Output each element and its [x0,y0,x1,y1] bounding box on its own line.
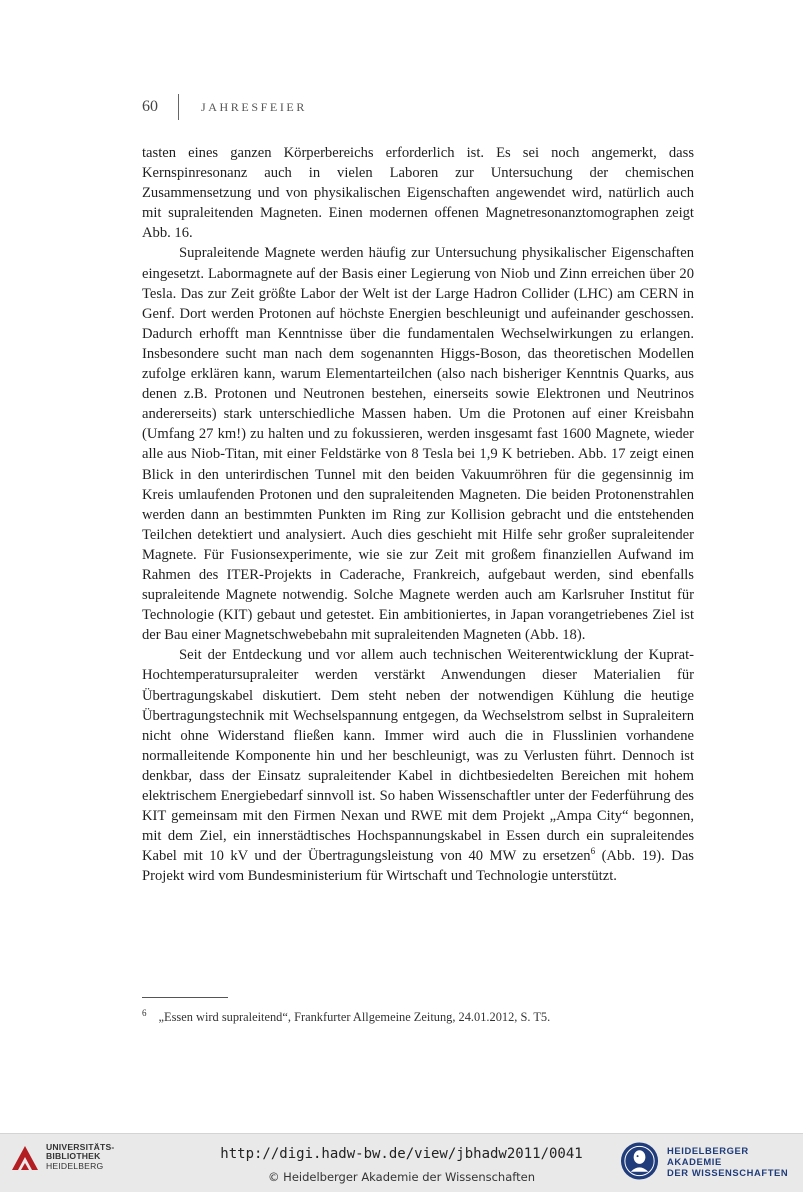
document-url-link[interactable]: http://digi.hadw-bw.de/view/jbhadw2011/0041 [220,1146,583,1162]
academy-name: HEIDELBERGER AKADEMIE DER WISSENSCHAFTEN [667,1144,789,1178]
academy-seal-icon [620,1141,659,1181]
copyright-notice: © Heidelberger Akademie der Wissenschaften [268,1170,535,1184]
paragraph-3-text: Seit der Entdeckung und vor allem auch technischen Weiterentwicklung der Kuprat-Hochtemperatursupraleiter werden verstärkt Anwendungen dieser Materialien für Übertragungskabel diskutiert. Dem steht neben der notwendigen Kühlung die heutige Übertragungstechnik mit Wechselspannung entgegen, da Wechselstrom selbst in Supraleitern nicht ohne Widerstand fließen kann. Immer wird auch die in Flusslinien vorhandene normalleitende Komponente hin und her beschleunigt, was zu Verlusten führt. Dennoch ist denkbar, dass der Einsatz supraleitender Kabel in dichtbesiedelten Bereichen mit hohem elektrischem Energiebedarf sinnvoll ist. So haben Wissenschaftler unter der Federführung des KIT gemeinsam mit den Firmen Nexan und RWE mit dem Projekt „Ampa City“ begonnen, mit dem Ziel, ein innerstädtisches Hochspannungskabel in Essen durch ein supraleitendes Kabel mit 10 kV und der Übertragungsleistung von 40 MW zu ersetzen [142,647,694,865]
university-library-name: UNIVERSITÄTS- BIBLIOTHEK HEIDELBERG [46,1141,115,1171]
paragraph-2: Supraleitende Magnete werden häufig zur Untersuchung physikalischer Eigenschaften eingesetzt. Labormagnete auf der Basis einer Legierung von Niob und Zinn erreichen über 20 Tesla. Das zur Zeit größte Labor der Welt ist der Large Hadron Collider (LHC) am CERN in Genf. Dort werden Protonen auf höchste Energien beschleunigt und aufeinander geschossen. Dadurch erhofft man Kenntnisse über die fundamentalen Wechselwirkungen zu erlangen. Insbesondere sucht man nach dem sogenannten Higgs-Boson, das theoretischen Modellen zufolge erklären kann, warum Elementarteilchen (also nach bisheriger Kenntnis Quarks, aus denen z.B. Protonen und Neutronen bestehen, einerseits sowie Elektronen und Neutrinos andererseits) stark unterschiedliche Massen haben. Um die Protonen auf einer Kreisbahn (Umfang 27 km!) zu halten und zu fokussieren, werden insgesamt fast 1600 Magnete, wieder alle aus Niob-Titan, mit einer Feldstärke von 8 Tesla bei 1,9 K betrieben. Abb. 17 zeigt einen Blick in den unterirdischen Tunnel mit den beiden Vakuumröhren für die gegensinnig im Kreis umlaufenden Protonen und den supraleitenden Magneten. Die beiden Protonenstrahlen werden dann an bestimmten Punkten im Ring zur Kollision gebracht und die entstehenden Teilchen detektiert und analysiert. Auch dies geschieht mit Hilfe sehr großer supraleitender Magnete. Für Fusionsexperimente, wie sie zur Zeit mit großem finanziellen Aufwand im Rahmen des ITER-Projekts in Caderache, Frankreich, aufgebaut werden, sind ebenfalls supraleitende Magnete notwendig. Solche Magnete werden auch am Karlsruher Institut für Technologie (KIT) gebaut und getestet. Ein ambitioniertes, in Japan vorangetriebenes Ziel ist der Bau einer Magnetschwebebahn mit supraleitenden Magneten (Abb. 18). [142,245,694,644]
page-number: 60 [142,98,158,115]
paragraph-3-text-end: (Abb. 19). Das Projekt wird vom Bundesministerium für Wirtschaft und Technologie unterstützt. [142,848,694,885]
body-text [142,143,694,886]
paragraph-1: tasten eines ganzen Körperbereichs erforderlich ist. Es sei noch angemerkt, dass Kernspinresonanz auch in vielen Laboren zur Untersuchung der chemischen Zusammensetzung und von physikalischen Eigenschaften angewendet wird, natürlich auch mit supraleitenden Magneten. Einen modernen offenen Magnetresonanztomographen zeigt Abb. 16. [142,145,694,242]
footnote [142,1005,694,1025]
paragraph-3 [142,645,694,886]
footnote-text: „Essen wird supraleitend“, Frankfurter Allgemeine Zeitung, 24.01.2012, S. T5. [158,1010,551,1025]
running-title: JAHRESFEIER [201,99,307,114]
footnote-reference[interactable]: 6 [590,846,596,857]
footer-bar [0,1133,803,1192]
academy-logo[interactable] [620,1141,803,1181]
running-head [142,96,307,118]
footnote-rule [142,997,228,998]
footnote-mark: 6 [142,1008,147,1018]
running-head-divider [178,94,179,120]
